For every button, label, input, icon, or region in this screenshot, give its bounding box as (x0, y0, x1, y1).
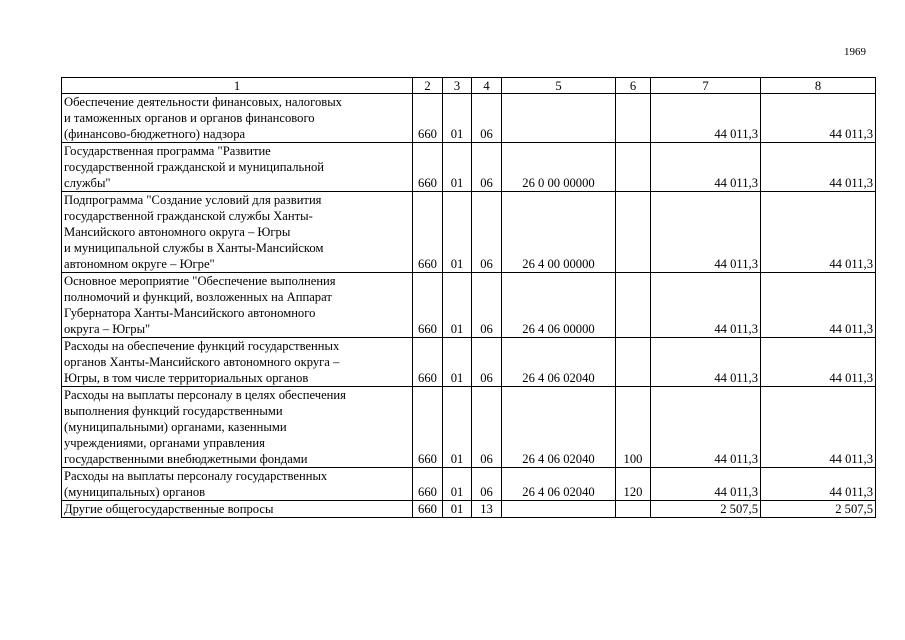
table-row (62, 273, 876, 338)
cell-amount-7: 44 011,3 (651, 273, 761, 338)
cell-name-line: (муниципальных) органов (64, 485, 206, 499)
cell-subsection: 06 (472, 273, 502, 338)
cell-expense-type: 100 (616, 387, 651, 468)
cell-expense-type (616, 338, 651, 387)
cell-admin-code: 660 (413, 94, 443, 143)
table-row (62, 387, 876, 468)
cell-name (62, 338, 413, 387)
cell-target-article: 26 4 00 00000 (502, 192, 616, 273)
cell-amount-7: 44 011,3 (651, 468, 761, 501)
cell-section: 01 (443, 387, 472, 468)
header-col-1: 1 (62, 78, 413, 94)
cell-name-line: (муниципальными) органами, казенными (64, 420, 287, 434)
table-row (62, 192, 876, 273)
cell-name (62, 501, 413, 518)
cell-admin-code: 660 (413, 387, 443, 468)
cell-name-line: Обеспечение деятельности финансовых, налоговых (64, 95, 342, 109)
table-body (62, 94, 876, 518)
cell-subsection: 06 (472, 192, 502, 273)
cell-name-line: полномочий и функций, возложенных на Аппарат (64, 290, 332, 304)
cell-name-line: государственными внебюджетными фондами (64, 452, 308, 466)
cell-admin-code: 660 (413, 468, 443, 501)
cell-name-line: Расходы на обеспечение функций государственных (64, 339, 340, 353)
cell-expense-type (616, 273, 651, 338)
cell-admin-code: 660 (413, 501, 443, 518)
cell-name-line: и муниципальной службы в Ханты-Мансийском (64, 241, 324, 255)
cell-subsection: 06 (472, 94, 502, 143)
cell-section: 01 (443, 143, 472, 192)
cell-subsection: 06 (472, 143, 502, 192)
cell-name-line: органов Ханты-Мансийского автономного округа – (64, 355, 340, 369)
cell-section: 01 (443, 192, 472, 273)
cell-target-article: 26 4 06 02040 (502, 387, 616, 468)
header-row (62, 78, 876, 94)
cell-name-line: Губернатора Ханты-Мансийского автономного (64, 306, 316, 320)
table-row (62, 94, 876, 143)
budget-table (61, 77, 876, 518)
header-col-8: 8 (761, 78, 876, 94)
cell-name-line: Другие общегосударственные вопросы (64, 502, 274, 516)
cell-amount-8: 2 507,5 (761, 501, 876, 518)
cell-name-line: Основное мероприятие "Обеспечение выполнения (64, 274, 336, 288)
cell-name-line: Государственная программа "Развитие (64, 144, 271, 158)
cell-expense-type: 120 (616, 468, 651, 501)
cell-expense-type (616, 94, 651, 143)
cell-subsection: 06 (472, 387, 502, 468)
cell-section: 01 (443, 338, 472, 387)
cell-amount-8: 44 011,3 (761, 273, 876, 338)
header-col-7: 7 (651, 78, 761, 94)
cell-name-line: и таможенных органов и органов финансового (64, 111, 315, 125)
header-col-5: 5 (502, 78, 616, 94)
header-col-2: 2 (413, 78, 443, 94)
cell-subsection: 06 (472, 468, 502, 501)
cell-name (62, 192, 413, 273)
cell-name (62, 143, 413, 192)
cell-amount-8: 44 011,3 (761, 192, 876, 273)
cell-name (62, 94, 413, 143)
cell-name-line: выполнения функций государственными (64, 404, 283, 418)
cell-name-line: Расходы на выплаты персоналу государственных (64, 469, 328, 483)
table-row (62, 501, 876, 518)
cell-name-line: автономном округе – Югре" (64, 257, 215, 271)
cell-target-article: 26 4 06 02040 (502, 468, 616, 501)
cell-amount-8: 44 011,3 (761, 387, 876, 468)
cell-admin-code: 660 (413, 143, 443, 192)
cell-amount-8: 44 011,3 (761, 143, 876, 192)
cell-target-article: 26 4 06 02040 (502, 338, 616, 387)
page-number: 1969 (844, 46, 866, 58)
cell-target-article (502, 94, 616, 143)
cell-expense-type (616, 192, 651, 273)
table-row (62, 338, 876, 387)
cell-name-line: службы" (64, 176, 111, 190)
cell-name-line: государственной гражданской службы Ханты- (64, 209, 313, 223)
cell-amount-8: 44 011,3 (761, 338, 876, 387)
cell-name-line: Югры, в том числе территориальных органов (64, 371, 309, 385)
cell-name (62, 273, 413, 338)
cell-amount-8: 44 011,3 (761, 468, 876, 501)
cell-subsection: 13 (472, 501, 502, 518)
header-col-3: 3 (443, 78, 472, 94)
cell-target-article: 26 4 06 00000 (502, 273, 616, 338)
cell-target-article: 26 0 00 00000 (502, 143, 616, 192)
cell-name (62, 387, 413, 468)
cell-section: 01 (443, 94, 472, 143)
table-row (62, 468, 876, 501)
cell-name (62, 468, 413, 501)
cell-name-line: Мансийского автономного округа – Югры (64, 225, 291, 239)
cell-expense-type (616, 501, 651, 518)
cell-amount-8: 44 011,3 (761, 94, 876, 143)
cell-amount-7: 44 011,3 (651, 192, 761, 273)
cell-expense-type (616, 143, 651, 192)
cell-amount-7: 44 011,3 (651, 387, 761, 468)
cell-name-line: Подпрограмма "Создание условий для развития (64, 193, 322, 207)
cell-amount-7: 2 507,5 (651, 501, 761, 518)
cell-amount-7: 44 011,3 (651, 143, 761, 192)
cell-admin-code: 660 (413, 338, 443, 387)
cell-section: 01 (443, 501, 472, 518)
table-row (62, 143, 876, 192)
header-col-6: 6 (616, 78, 651, 94)
cell-subsection: 06 (472, 338, 502, 387)
cell-name-line: учреждениями, органами управления (64, 436, 265, 450)
cell-name-line: Расходы на выплаты персоналу в целях обеспечения (64, 388, 346, 402)
cell-name-line: государственной гражданской и муниципальной (64, 160, 325, 174)
header-col-4: 4 (472, 78, 502, 94)
cell-section: 01 (443, 273, 472, 338)
cell-amount-7: 44 011,3 (651, 338, 761, 387)
cell-amount-7: 44 011,3 (651, 94, 761, 143)
cell-name-line: (финансово-бюджетного) надзора (64, 127, 246, 141)
cell-target-article (502, 501, 616, 518)
cell-section: 01 (443, 468, 472, 501)
cell-name-line: округа – Югры" (64, 322, 151, 336)
cell-admin-code: 660 (413, 192, 443, 273)
cell-admin-code: 660 (413, 273, 443, 338)
